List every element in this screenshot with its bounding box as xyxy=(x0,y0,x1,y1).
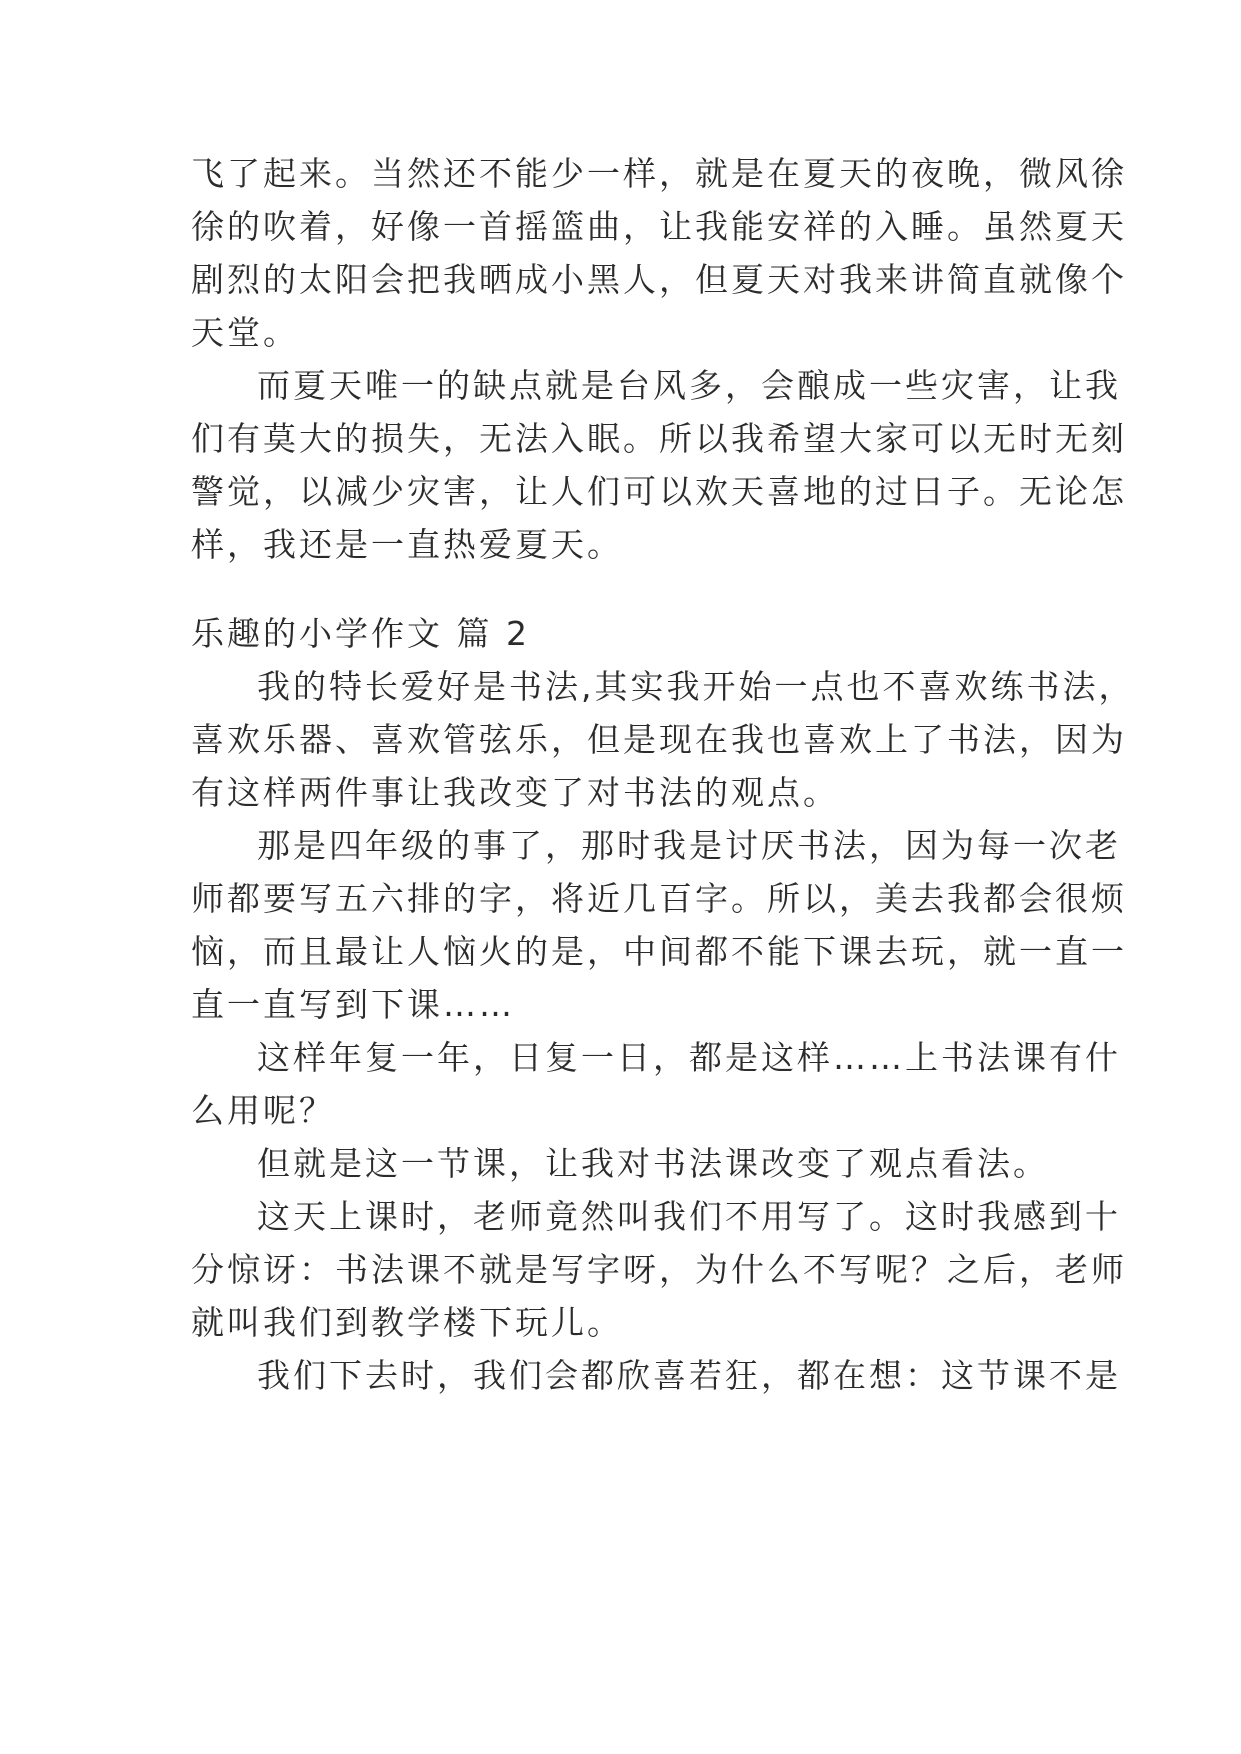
paragraph-line: 而夏天唯一的缺点就是台风多，会酿成一些灾害，让我 xyxy=(257,366,1121,405)
paragraph-line: 恼，而且最让人恼火的是，中间都不能下课去玩，就一直一 xyxy=(191,932,1127,971)
section-title: 乐趣的小学作文 篇 2 xyxy=(191,614,530,653)
paragraph-line: 这天上课时，老师竟然叫我们不用写了。这时我感到十 xyxy=(257,1197,1121,1236)
paragraph-line: 警觉，以减少灾害，让人们可以欢天喜地的过日子。无论怎 xyxy=(191,472,1127,511)
paragraph-line: 分惊讶：书法课不就是写字呀，为什么不写呢？之后，老师 xyxy=(191,1250,1127,1289)
paragraph-line: 直一直写到下课…… xyxy=(191,985,515,1024)
paragraph-line: 我的特长爱好是书法,其实我开始一点也不喜欢练书法， xyxy=(257,667,1135,706)
paragraph-line: 们有莫大的损失，无法入眠。所以我希望大家可以无时无刻 xyxy=(191,419,1127,458)
paragraph-line: 么用呢？ xyxy=(191,1091,335,1130)
paragraph-line: 飞了起来。当然还不能少一样，就是在夏天的夜晚，微风徐 xyxy=(191,154,1127,193)
paragraph-line: 喜欢乐器、喜欢管弦乐，但是现在我也喜欢上了书法，因为 xyxy=(191,720,1127,759)
paragraph-line: 师都要写五六排的字，将近几百字。所以，美去我都会很烦 xyxy=(191,879,1127,918)
paragraph-line: 样，我还是一直热爱夏天。 xyxy=(191,525,623,564)
paragraph-line: 但就是这一节课，让我对书法课改变了观点看法。 xyxy=(257,1144,1049,1183)
paragraph-line: 我们下去时，我们会都欣喜若狂，都在想：这节课不是 xyxy=(257,1356,1121,1395)
paragraph-line: 剧烈的太阳会把我晒成小黑人，但夏天对我来讲简直就像个 xyxy=(191,260,1127,299)
paragraph-line: 徐的吹着，好像一首摇篮曲，让我能安祥的入睡。虽然夏天 xyxy=(191,207,1127,246)
paragraph-line: 有这样两件事让我改变了对书法的观点。 xyxy=(191,773,839,812)
paragraph-line: 那是四年级的事了，那时我是讨厌书法，因为每一次老 xyxy=(257,826,1121,865)
paragraph-line: 天堂。 xyxy=(191,313,299,352)
paragraph-line: 就叫我们到教学楼下玩儿。 xyxy=(191,1303,623,1342)
paragraph-line: 这样年复一年，日复一日，都是这样……上书法课有什 xyxy=(257,1038,1121,1077)
